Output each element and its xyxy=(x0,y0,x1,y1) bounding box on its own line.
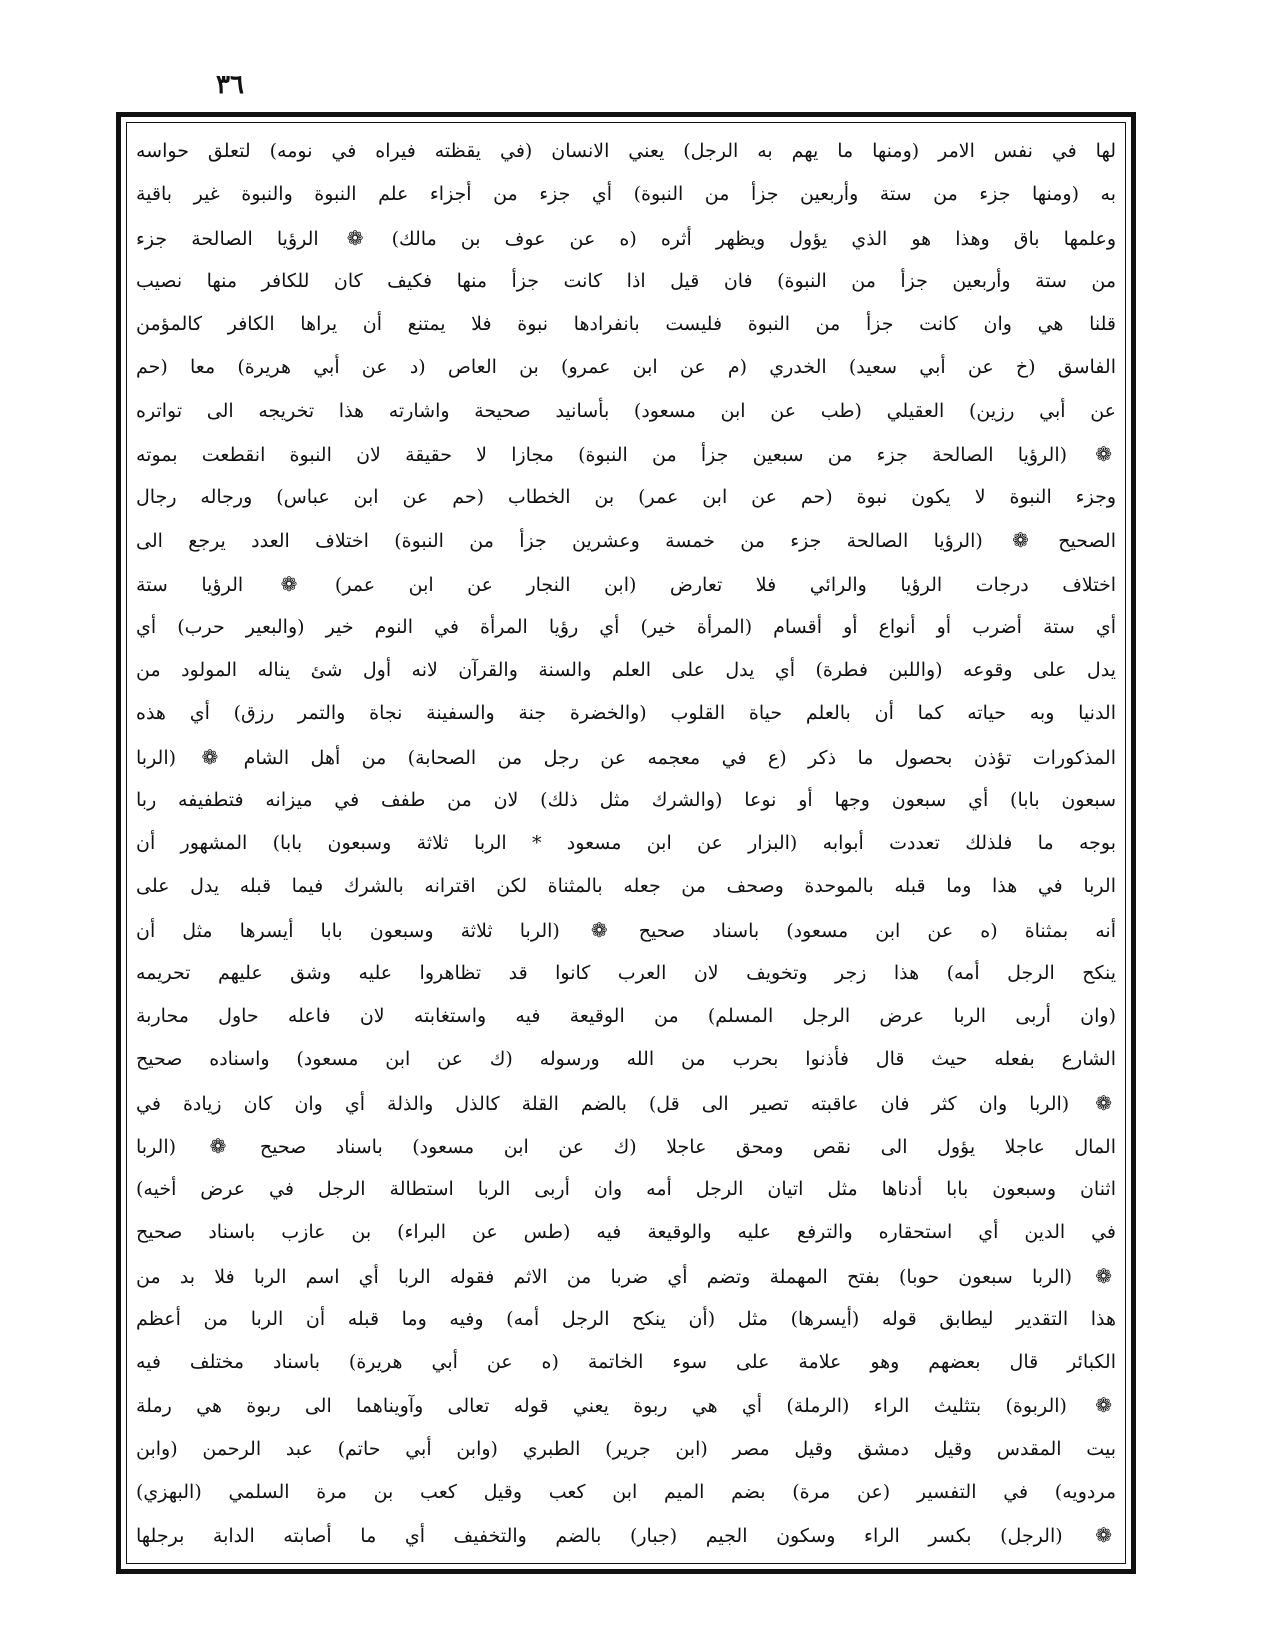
flower-ornament-icon: ❁ xyxy=(201,744,219,769)
text-line: الربا في هذا وما قبله بالموحدة وصحف من جعله بالمثناة لكن اقترانه بالشرك فيما قبله يدل على xyxy=(136,875,1116,898)
flower-ornament-icon: ❁ xyxy=(1095,1090,1112,1115)
text-line: الدنيا وبه حياته كما أن بالعلم حياة القلوب (والخضرة جنة والسفينة نجاة والتمر رزق) أي هذه xyxy=(136,702,1116,725)
text-line: أنه بمثناة (ه عن ابن مسعود) باسناد صحيح ❁ (الربا ثلاثة وسبعون بابا أيسرها مثل أن xyxy=(136,911,1116,949)
text-line: يدل على وقوعه (واللبن فطرة) أي يدل على العلم والسنة والقرآن لانه أول شئ يناله المولود من xyxy=(136,659,1116,681)
text-line: أي ستة أضرب أو أنواع أو أقسام (المرأة خير) أي رؤيا المرأة في النوم خير (والبعير حرب) أي xyxy=(136,615,1116,638)
flower-ornament-icon: ❁ xyxy=(280,571,298,596)
text-line: وعلمها باق وهذا هو الذي يؤول ويظهر أثره (ه عن عوف بن مالك) ❁ الرؤيا الصالحة جزء xyxy=(136,219,1116,257)
text-line: (وان أربى الربا عرض الرجل المسلم) من الوقيعة فيه واستغابته لان فاعله حاول محاربة xyxy=(136,1005,1116,1027)
text-block xyxy=(136,132,1116,1554)
text-line: الفاسق (خ عن أبي سعيد) الخدري (م عن ابن عمرو) بن العاص (د عن أبي هريرة) معا (حم xyxy=(136,356,1116,379)
text-line: به (ومنها جزء من ستة وأربعين جزأ من النبوة) أي جزء من أجزاء علم النبوة والنبوة غير باقية xyxy=(136,183,1116,206)
text-line: وجزء النبوة لا يكون نبوة (حم عن ابن عمر) بن الخطاب (حم عن ابن عباس) ورجاله رجال xyxy=(136,486,1116,508)
text-line: ❁ (الربوة) بتثليث الراء (الرملة) أي هي ربوة يعني قوله تعالى وآويناهما الى ربوة هي رملة xyxy=(136,1386,1116,1424)
text-line: اختلاف درجات الرؤيا والرائي فلا تعارض (ابن النجار عن ابن عمر) ❁ الرؤيا ستة xyxy=(136,565,1116,603)
flower-ornament-icon: ❁ xyxy=(1095,1393,1112,1418)
text-line: ❁ (الرجل) بكسر الراء وسكون الجيم (جبار) بالضم والتخفيف أي ما أصابته الدابة برجلها xyxy=(136,1516,1116,1554)
text-line: الصحيح ❁ (الرؤيا الصالحة جزء من خمسة وعشرين جزأ من النبوة) اختلاف العدد يرجع الى xyxy=(136,521,1116,559)
text-line: في الدين أي استحقاره والترفع عليه والوقيعة فيه (طس عن البراء) بن عازب باسناد صحيح xyxy=(136,1221,1116,1244)
text-line: بوجه ما فلذلك تعددت أبوابه (البزار عن ابن مسعود * الربا ثلاثة وسبعون بابا) المشهور أن xyxy=(136,832,1116,854)
text-line: لها في نفس الامر (ومنها ما يهم به الرجل) يعني الانسان (في يقظته فيراه في نومه) لتعلق حواسه xyxy=(136,140,1116,162)
text-line: ❁ (الربا وان كثر فان عاقبته تصير الى قل) بالضم القلة كالذل والذلة أي وان كان زيادة في xyxy=(136,1084,1116,1122)
text-line: المال عاجلا يؤول الى نقص ومحق عاجلا (ك عن ابن مسعود) باسناد صحيح ❁ (الربا xyxy=(136,1127,1116,1165)
text-line: من ستة وأربعين جزأ من النبوة) فان قيل اذا كانت جزأ منها فكيف كان للكافر منها نصيب xyxy=(136,269,1116,292)
text-line: هذا التقدير ليطابق قوله (أيسرها) مثل (أن ينكح الرجل أمه) وفيه وما قبله أن الربا من أعظم xyxy=(136,1307,1116,1330)
text-line: ❁ (الرؤيا الصالحة جزء من سبعين جزأ من النبوة) مجازا لا حقيقة لان النبوة انقطعت بموته xyxy=(136,435,1116,473)
text-line: بيت المقدس وقيل دمشق وقيل مصر (ابن جرير) الطبري (وابن أبي حاتم) عبد الرحمن (وابن xyxy=(136,1437,1116,1460)
flower-ornament-icon: ❁ xyxy=(346,225,364,250)
text-line: مردويه) في التفسير (عن مرة) بضم الميم ابن كعب وقيل كعب بن مرة السلمي (البهزي) xyxy=(136,1480,1116,1503)
flower-ornament-icon: ❁ xyxy=(1095,441,1112,466)
text-line: سبعون بابا) أي سبعون وجها أو نوعا (والشرك مثل ذلك) لان من طفف في ميزانه فتطفيفه ربا xyxy=(136,788,1116,811)
text-line: المذكورات تؤذن بحصول ما ذكر (ع في معجمه عن رجل من الصحابة) من أهل الشام ❁ (الربا xyxy=(136,738,1116,776)
page-number: ٣٦ xyxy=(216,70,244,100)
flower-ornament-icon: ❁ xyxy=(1095,1523,1112,1547)
text-line: ❁ (الربا سبعون حوبا) بفتح المهملة وتضم أي ضربا من الاثم فقوله الربا أي اسم الربا فلا بد من xyxy=(136,1257,1116,1295)
text-line: الكبائر قال بعضهم وهو علامة على سوء الخاتمة (ه عن أبي هريرة) باسناد مختلف فيه xyxy=(136,1351,1116,1373)
flower-ornament-icon: ❁ xyxy=(590,917,608,942)
flower-ornament-icon: ❁ xyxy=(1095,1263,1113,1288)
text-line: ينكح الرجل أمه) هذا زجر وتخويف لان العرب كانوا قد تظاهروا عليه وشق عليهم تحريمه xyxy=(136,961,1116,984)
text-line: قلنا هي وان كانت جزأ من النبوة فليست بانفرادها نبوة فلا يمتنع أن يراها الكافر كالمؤمن xyxy=(136,313,1116,335)
flower-ornament-icon: ❁ xyxy=(209,1133,227,1158)
text-line: عن أبي رزين) العقيلي (طب عن ابن مسعود) بأسانيد صحيحة واشارته هذا تخريجه الى تواتره xyxy=(136,399,1116,422)
text-line: الشارع بفعله حيث قال فأذنوا بحرب من الله ورسوله (ك عن ابن مسعود) واسناده صحيح xyxy=(136,1048,1116,1071)
flower-ornament-icon: ❁ xyxy=(1012,528,1029,553)
text-line: اثنان وسبعون بابا أدناها مثل اتيان الرجل أمه وان أربى الربا استطالة الرجل في عرض أخيه) xyxy=(136,1178,1116,1200)
